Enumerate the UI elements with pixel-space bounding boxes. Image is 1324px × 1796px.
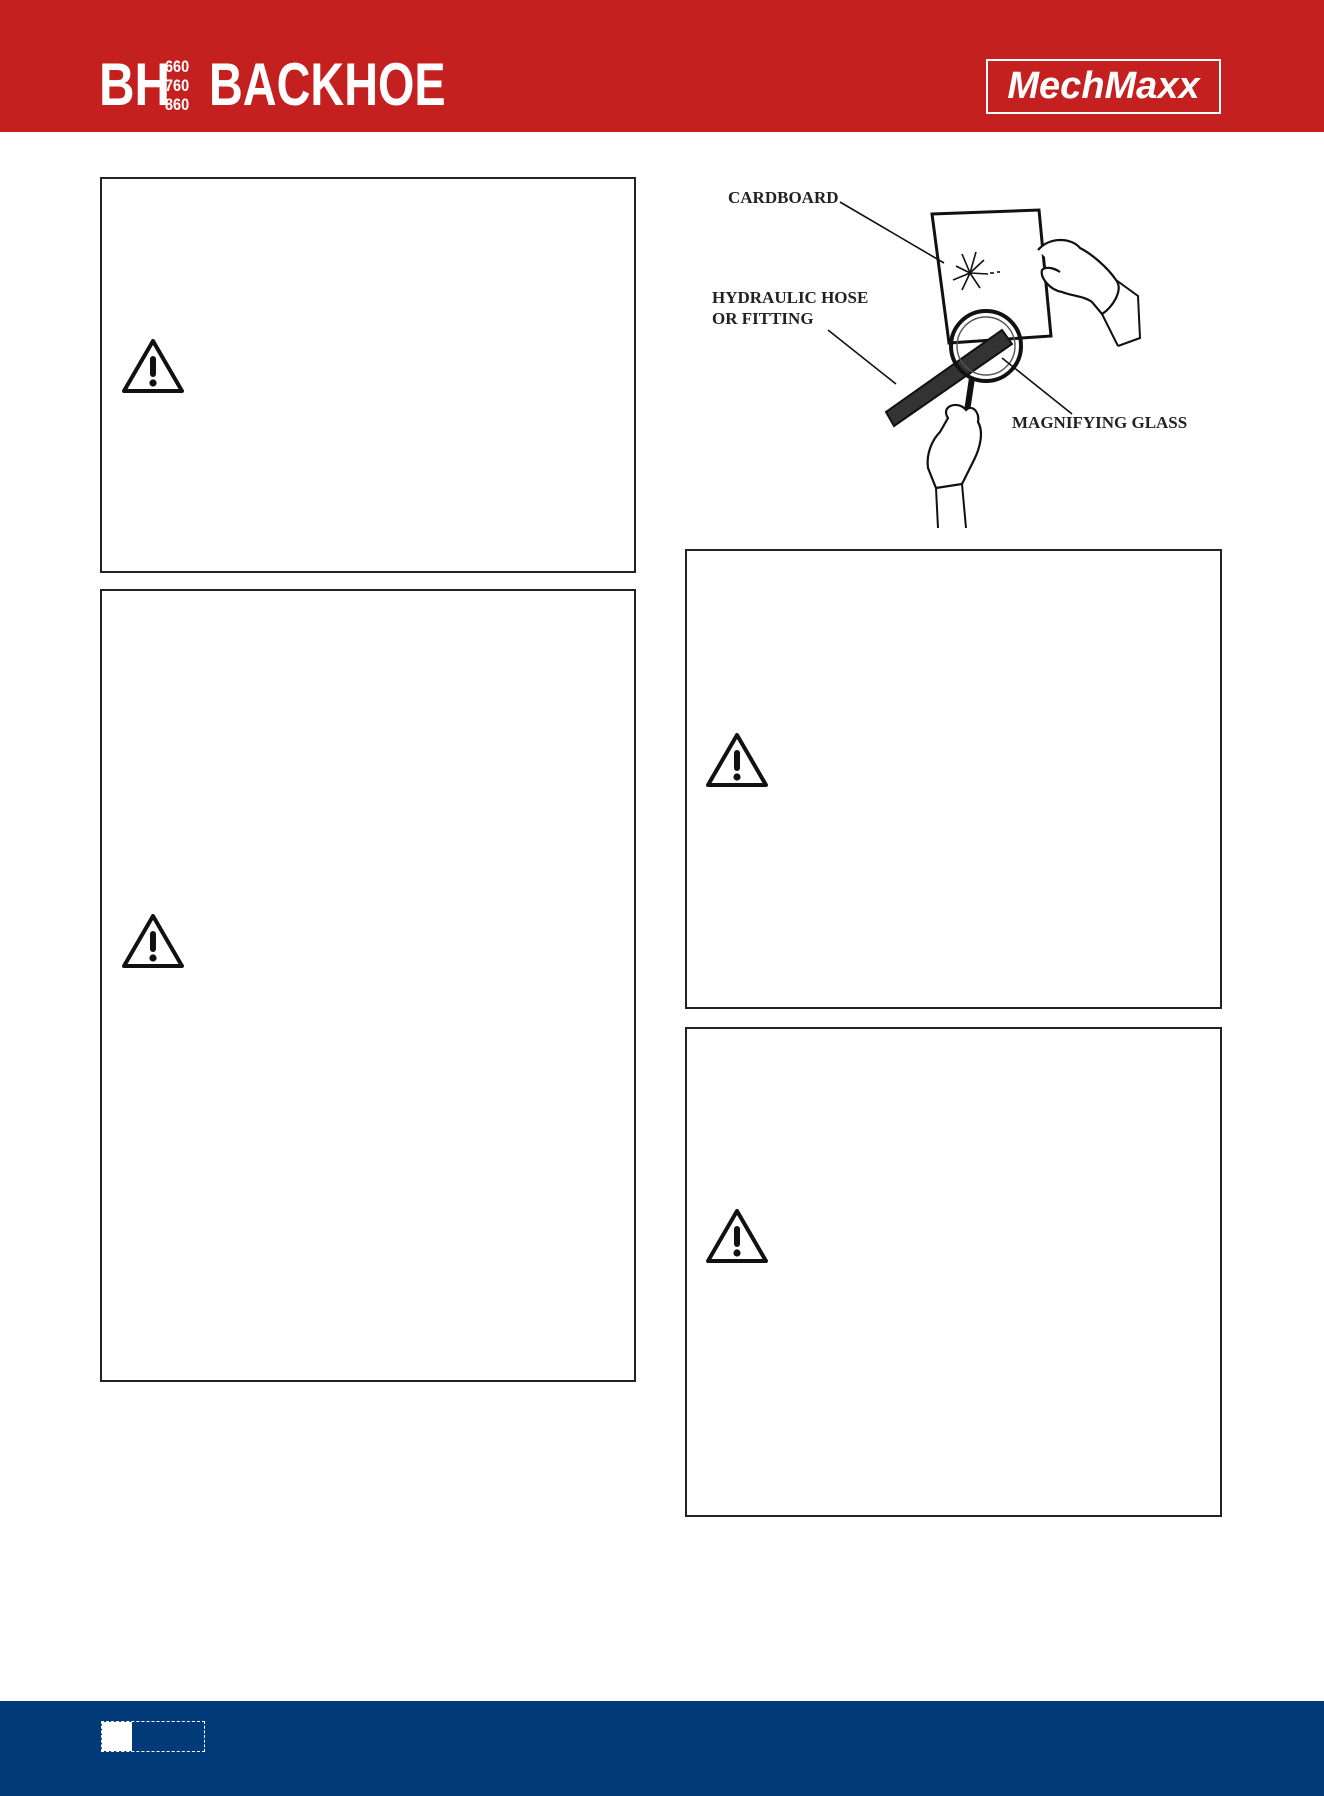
warning-triangle-icon xyxy=(120,912,186,970)
page-number-marker xyxy=(102,1722,132,1751)
header-bar xyxy=(0,0,1324,132)
leak-detection-illustration xyxy=(700,178,1200,530)
product-brand xyxy=(99,51,512,118)
model-numbers xyxy=(165,57,194,114)
warning-box-3 xyxy=(685,549,1222,1009)
brand-prefix: BH xyxy=(99,51,171,118)
label-magnifying-glass: MAGNIFYING GLASS xyxy=(1012,413,1188,432)
model-number: 760 xyxy=(165,75,190,95)
warning-triangle-icon xyxy=(704,731,770,789)
illustration-drawing xyxy=(700,178,1200,530)
warning-box-2 xyxy=(100,589,636,1382)
product-title: BACKHOE xyxy=(209,51,446,118)
mechmaxx-logo: MechMaxx xyxy=(986,59,1221,114)
model-number: 860 xyxy=(165,94,190,114)
label-hydraulic-hose: HYDRAULIC HOSE OR FITTING xyxy=(712,288,869,328)
warning-triangle-icon xyxy=(704,1207,770,1265)
warning-box-1 xyxy=(100,177,636,573)
warning-box-4 xyxy=(685,1027,1222,1517)
model-number: 660 xyxy=(165,56,190,76)
label-cardboard: CARDBOARD xyxy=(728,188,839,207)
page-number-box xyxy=(101,1721,205,1752)
warning-triangle-icon xyxy=(120,337,186,395)
